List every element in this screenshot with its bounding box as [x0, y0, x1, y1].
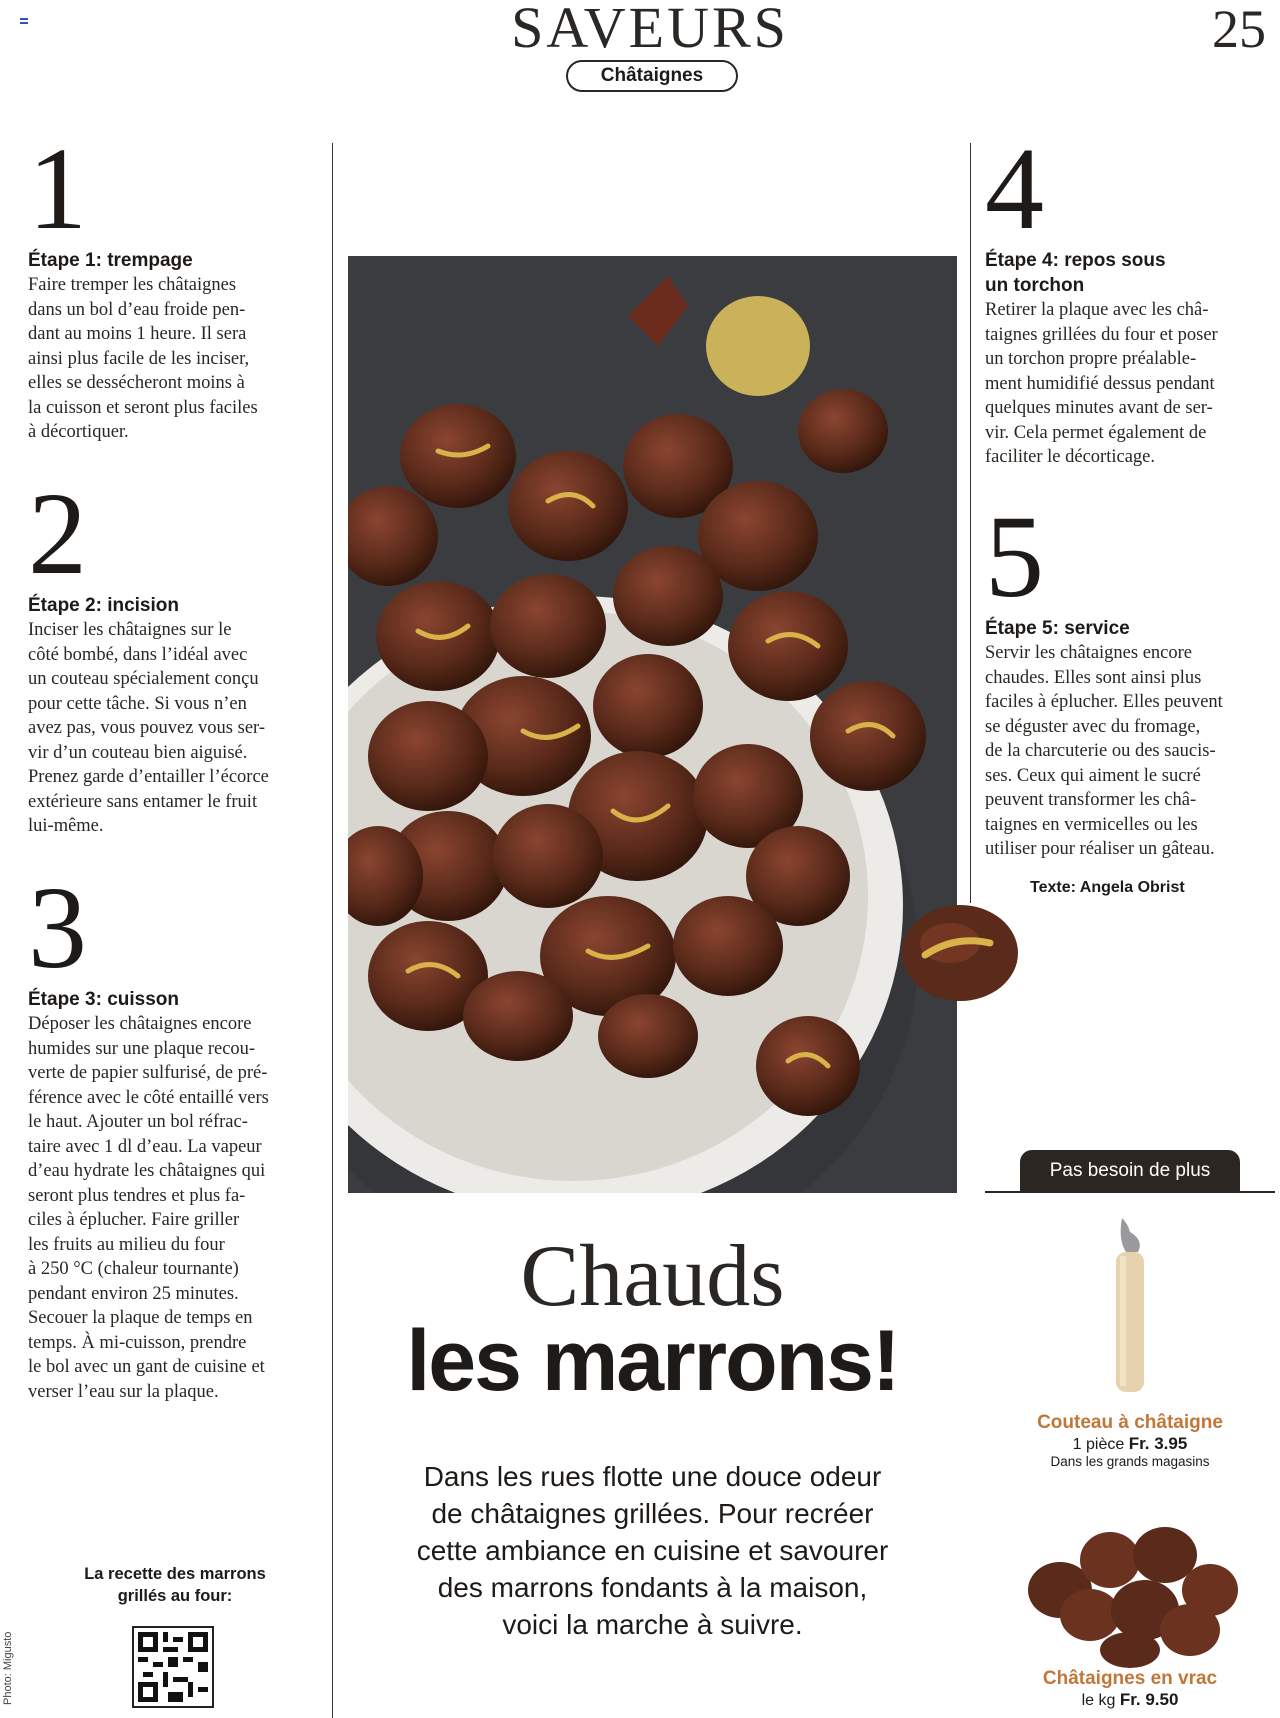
step-number: 5: [985, 491, 1044, 622]
product-name: Châtaignes en vrac: [1042, 1668, 1218, 1689]
product-price: [985, 1434, 1275, 1454]
step-5: [985, 491, 1275, 862]
product-quantity: le kg: [1081, 1692, 1116, 1709]
product-name: Couteau à châtaigne: [1037, 1412, 1223, 1433]
chestnut-knife-image: [1100, 1210, 1160, 1400]
headline-line-2: les marrons!: [406, 1313, 899, 1409]
product-knife: [985, 1412, 1275, 1469]
step-3: [28, 862, 328, 1404]
product-price-value: Fr. 9.50: [1119, 1690, 1179, 1709]
bulk-chestnuts-image: [1015, 1515, 1245, 1670]
step-title: Étape 1: trempage: [28, 250, 193, 271]
step-number: 2: [28, 468, 87, 599]
topic-tag: Châtaignes: [566, 60, 738, 92]
intro-text: Dans les rues flotte une douce odeur de châtaignes grillées. Pour recréer cette ambiance en cuisine et savourer des marrons fondants à la maison, voici la marche à suivre.: [416, 1461, 889, 1640]
step-text: Déposer les châtaignes encore humides sur une plaque recou- verte de papier sulfurisé, de pré- férence avec le côté entaillé vers le haut. Ajouter un bol réfrac- taire avec 1 dl d’eau. La vapeur d’eau hydrate les châtaignes qui seront plus tendres et plus fa- ciles à éplucher. Faire griller les fruits au milieu du four à 250 °C (chaleur tournante) pendant environ 25 minutes. Secouer la plaque de temps en temps. À mi-cuisson, prendre le bol avec un gant de cuisine et verser l’eau sur la plaque.: [28, 1014, 269, 1402]
step-number: 4: [985, 123, 1044, 254]
step-text: Servir les châtaignes encore chaudes. Elles sont ainsi plus faciles à éplucher. Elles peuvent se déguster avec du fromage, de la charcuterie ou des saucis- ses. Ceux qui aiment le sucré peuvent transformer les châ- taignes en vermicelles ou les utiliser pour réaliser un gâteau.: [985, 643, 1223, 859]
step-number: 1: [28, 123, 87, 254]
page-number: 25: [1212, 0, 1266, 59]
sidebar-rule: [985, 1191, 1275, 1193]
step-2: [28, 468, 328, 839]
recipe-link-label: La recette des marrons grillés au four:: [84, 1565, 266, 1605]
chestnut-image: [895, 885, 1025, 1005]
photo-credit: Photo: Migusto: [2, 1631, 14, 1705]
qr-code[interactable]: [132, 1626, 214, 1708]
step-text: Faire tremper les châtaignes dans un bol d’eau froide pen- dant au moins 1 heure. Il sera ainsi plus facile de les inciser, elles se dessécheront moins à la cuisson et seront plus faciles à décortiquer.: [28, 275, 258, 442]
product-price-value: Fr. 3.95: [1128, 1434, 1188, 1453]
headline-line-1: Chauds: [520, 1228, 785, 1325]
column-rule-left: [332, 143, 333, 1718]
step-text: Inciser les châtaignes sur le côté bombé, dans l’idéal avec un couteau spécialement conçu pour cette tâche. Si vous n’en avez pas, vous pouvez vous ser- vir d’un couteau bien aiguisé. Prenez garde d’entailler l’écorce extérieure sans entamer le fruit lui-même.: [28, 620, 269, 836]
product-bulk: [985, 1668, 1275, 1710]
step-title: Étape 4: repos sous un torchon: [985, 250, 1166, 296]
author-credit: Texte: Angela Obrist: [1030, 879, 1185, 896]
step-4: [985, 123, 1275, 470]
product-quantity: 1 pièce: [1072, 1436, 1125, 1453]
step-1: [28, 123, 328, 445]
chestnut-bowl-photo: [348, 256, 957, 1193]
product-note: Dans les grands magasins: [1050, 1454, 1210, 1469]
step-title: Étape 5: service: [985, 618, 1130, 639]
section-title: SAVEURS: [511, 0, 789, 60]
product-price: [985, 1690, 1275, 1710]
column-rule-right: [970, 143, 971, 903]
step-text: Retirer la plaque avec les châ- taignes grillées du four et poser un torchon propre préalable- ment humidifié dessus pendant quelques minutes avant de ser- vir. Cela permet également de faciliter le décorticage.: [985, 300, 1218, 467]
sidebar-tab: Pas besoin de plus: [1020, 1150, 1240, 1192]
step-title: Étape 2: incision: [28, 595, 179, 616]
step-title: Étape 3: cuisson: [28, 989, 179, 1010]
step-number: 3: [28, 862, 87, 993]
